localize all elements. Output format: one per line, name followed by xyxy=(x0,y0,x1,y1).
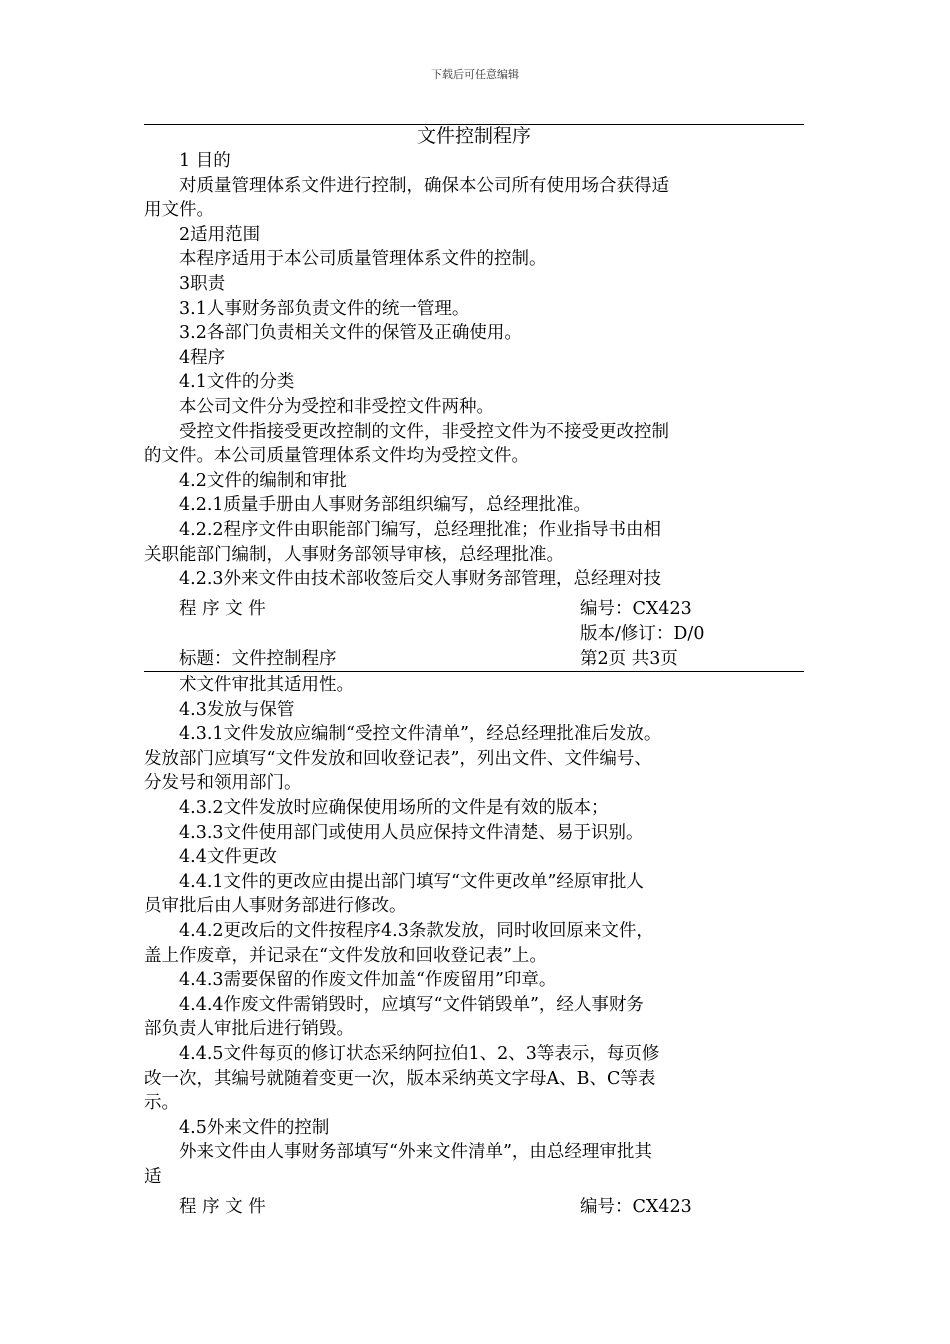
paragraph-line: 的文件。本公司质量管理体系文件均为受控文件。 xyxy=(144,446,529,467)
paragraph-line: 用文件。 xyxy=(144,200,214,221)
paragraph-line: 员审批后由人事财务部进行修改。 xyxy=(144,896,407,917)
paragraph-line: 改一次，其编号就随着变更一次，版本采纳英文字母A、B、C等表 xyxy=(144,1068,656,1089)
paragraph-line: 4.4.1文件的更改应由提出部门填写“文件更改单”经原审批人 xyxy=(179,871,644,892)
paragraph-line: 发放部门应填写“文件发放和回收登记表”，列出文件、文件编号、 xyxy=(144,748,652,769)
header-version: 版本/修订：D/0 xyxy=(580,624,705,644)
header-page-info: 第2页 共3页 xyxy=(580,649,678,669)
header-title-label: 标题：文件控制程序 xyxy=(179,649,337,669)
document-title: 文件控制程序 xyxy=(416,125,531,147)
paragraph-line: 3.1人事财务部负责文件的统一管理。 xyxy=(179,298,470,319)
paragraph-line: 4.3.3文件使用部门或使用人员应保持文件清楚、易于识别。 xyxy=(179,822,644,843)
paragraph-line: 盖上作废章，并记录在“文件发放和回收登记表”上。 xyxy=(144,945,547,966)
paragraph-line: 外来文件由人事财务部填写“外来文件清单”，由总经理审批其 xyxy=(179,1142,652,1163)
paragraph-line: 4.2文件的编制和审批 xyxy=(179,470,347,491)
header-doc-number: 编号：CX423 xyxy=(580,599,692,619)
paragraph-line: 4程序 xyxy=(179,347,226,368)
paragraph-line: 1 目的 xyxy=(179,151,231,171)
section-2-body xyxy=(144,673,808,1189)
paragraph-line: 本公司文件分为受控和非受控文件两种。 xyxy=(179,396,494,417)
header2-doc-type: 程 序 文 件 xyxy=(179,1197,266,1217)
top-note: 下载后可任意编辑 xyxy=(431,68,519,81)
paragraph-line: 4.4文件更改 xyxy=(179,847,277,868)
paragraph-line: 对质量管理体系文件进行控制，确保本公司所有使用场合获得适 xyxy=(179,175,669,196)
paragraph-line: 示。 xyxy=(144,1093,179,1114)
paragraph-line: 4.4.5文件每页的修订状态采纳阿拉伯1、2、3等表示，每页修 xyxy=(179,1043,660,1064)
paragraph-line: 4.1文件的分类 xyxy=(179,372,295,393)
paragraph-line: 适 xyxy=(144,1166,162,1187)
paragraph-line: 4.3.1文件发放应编制“受控文件清单”，经总经理批准后发放。 xyxy=(179,724,662,745)
paragraph-line: 4.2.2程序文件由职能部门编写，总经理批准；作业指导书由相 xyxy=(179,519,662,540)
paragraph-line: 部负责人审批后进行销毁。 xyxy=(144,1019,354,1040)
paragraph-line: 关职能部门编制，人事财务部领导审核，总经理批准。 xyxy=(144,544,564,565)
paragraph-line: 3.2各部门负责相关文件的保管及正确使用。 xyxy=(179,323,522,344)
section-1-body xyxy=(144,149,808,592)
paragraph-line: 2适用范围 xyxy=(179,224,261,245)
paragraph-line: 4.5外来文件的控制 xyxy=(179,1117,330,1138)
paragraph-line: 本程序适用于本公司质量管理体系文件的控制。 xyxy=(179,249,547,270)
paragraph-line: 4.4.3需要保留的作废文件加盖“作废留用”印章。 xyxy=(179,970,557,991)
paragraph-line: 4.2.3外来文件由技术部收签后交人事财务部管理，总经理对技 xyxy=(179,569,662,590)
header2-doc-number: 编号：CX423 xyxy=(580,1197,692,1217)
header-doc-type: 程 序 文 件 xyxy=(179,599,266,619)
paragraph-line: 3职责 xyxy=(179,273,226,294)
paragraph-line: 4.4.4作废文件需销毁时，应填写“文件销毁单”，经人事财务 xyxy=(179,994,644,1015)
paragraph-line: 4.2.1质量手册由人事财务部组织编写，总经理批准。 xyxy=(179,495,592,516)
paragraph-line: 分发号和领用部门。 xyxy=(144,773,302,794)
paragraph-line: 4.3发放与保管 xyxy=(179,699,295,720)
paragraph-line: 4.4.2更改后的文件按程序4.3条款发放，同时收回原来文件， xyxy=(179,920,654,941)
paragraph-line: 术文件审批其适用性。 xyxy=(179,675,354,695)
header-rule xyxy=(144,671,804,672)
paragraph-line: 4.3.2文件发放时应确保使用场所的文件是有效的版本； xyxy=(179,797,609,818)
paragraph-line: 受控文件指接受更改控制的文件，非受控文件为不接受更改控制 xyxy=(179,421,669,442)
